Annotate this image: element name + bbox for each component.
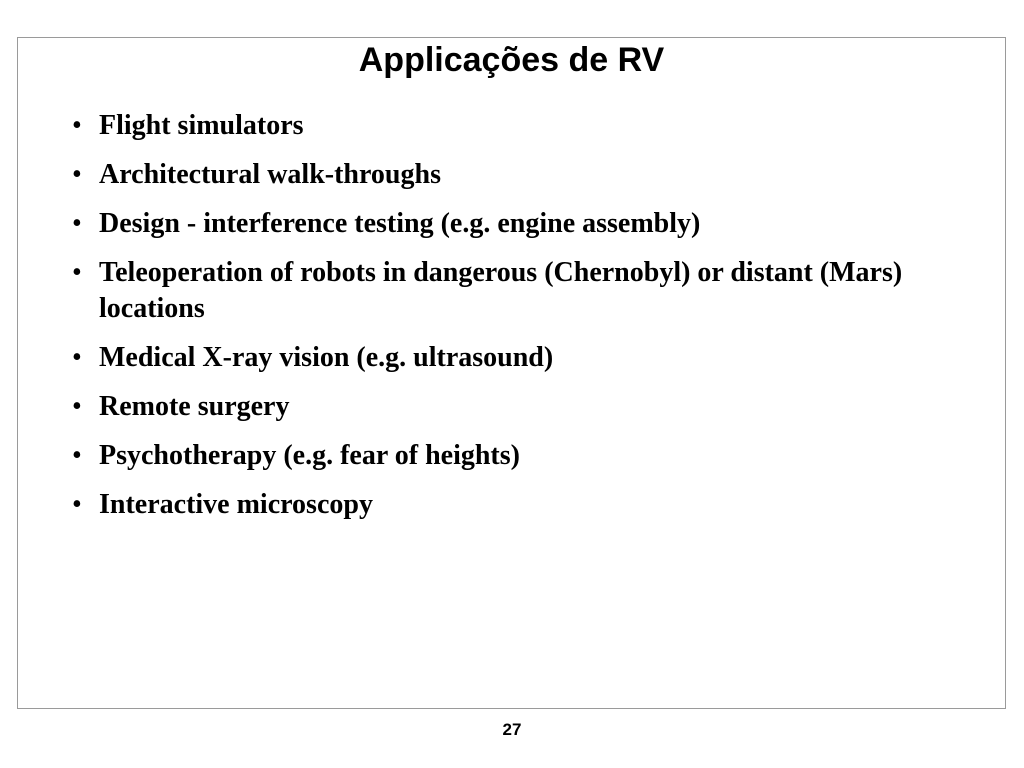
- page-number: 27: [502, 720, 522, 739]
- bullet-marker: •: [72, 440, 82, 471]
- bullet-marker: •: [72, 342, 82, 373]
- bullet-marker: •: [72, 159, 82, 190]
- bullet-text: Interactive microscopy: [99, 489, 373, 520]
- bullet-marker: •: [72, 110, 82, 141]
- bullet-text: Architectural walk-throughs: [99, 159, 441, 190]
- bullet-item-psychotherapy: [68, 438, 928, 474]
- bullet-marker: •: [72, 208, 82, 239]
- bullet-item-flight-simulators: [68, 108, 928, 144]
- bullet-text: Flight simulators: [99, 110, 304, 141]
- bullet-text: Psychotherapy (e.g. fear of heights): [99, 440, 520, 471]
- bullet-item-remote-surgery: [68, 389, 928, 425]
- bullet-marker: •: [72, 257, 82, 288]
- bullet-item-architectural-walk-throughs: [68, 157, 928, 193]
- bullet-text: Remote surgery: [99, 391, 290, 422]
- slide-title: Applicações de RV: [358, 41, 665, 79]
- bullet-marker: •: [72, 489, 82, 520]
- bullet-text: Medical X-ray vision (e.g. ultrasound): [99, 342, 554, 373]
- bullet-marker: •: [72, 391, 82, 422]
- bullet-item-interactive-microscopy: [68, 487, 928, 523]
- slide-frame: [17, 37, 1006, 709]
- bullet-text: Design - interference testing (e.g. engine assembly): [99, 208, 701, 239]
- bullet-list: [68, 108, 928, 536]
- bullet-text: Teleoperation of robots in dangerous (Chernobyl) or distant (Mars) locations: [99, 257, 903, 324]
- bullet-item-medical-x-ray-vision: [68, 340, 928, 376]
- bullet-item-design-interference-testing: [68, 206, 928, 242]
- bullet-item-teleoperation-of-robots: [68, 255, 928, 327]
